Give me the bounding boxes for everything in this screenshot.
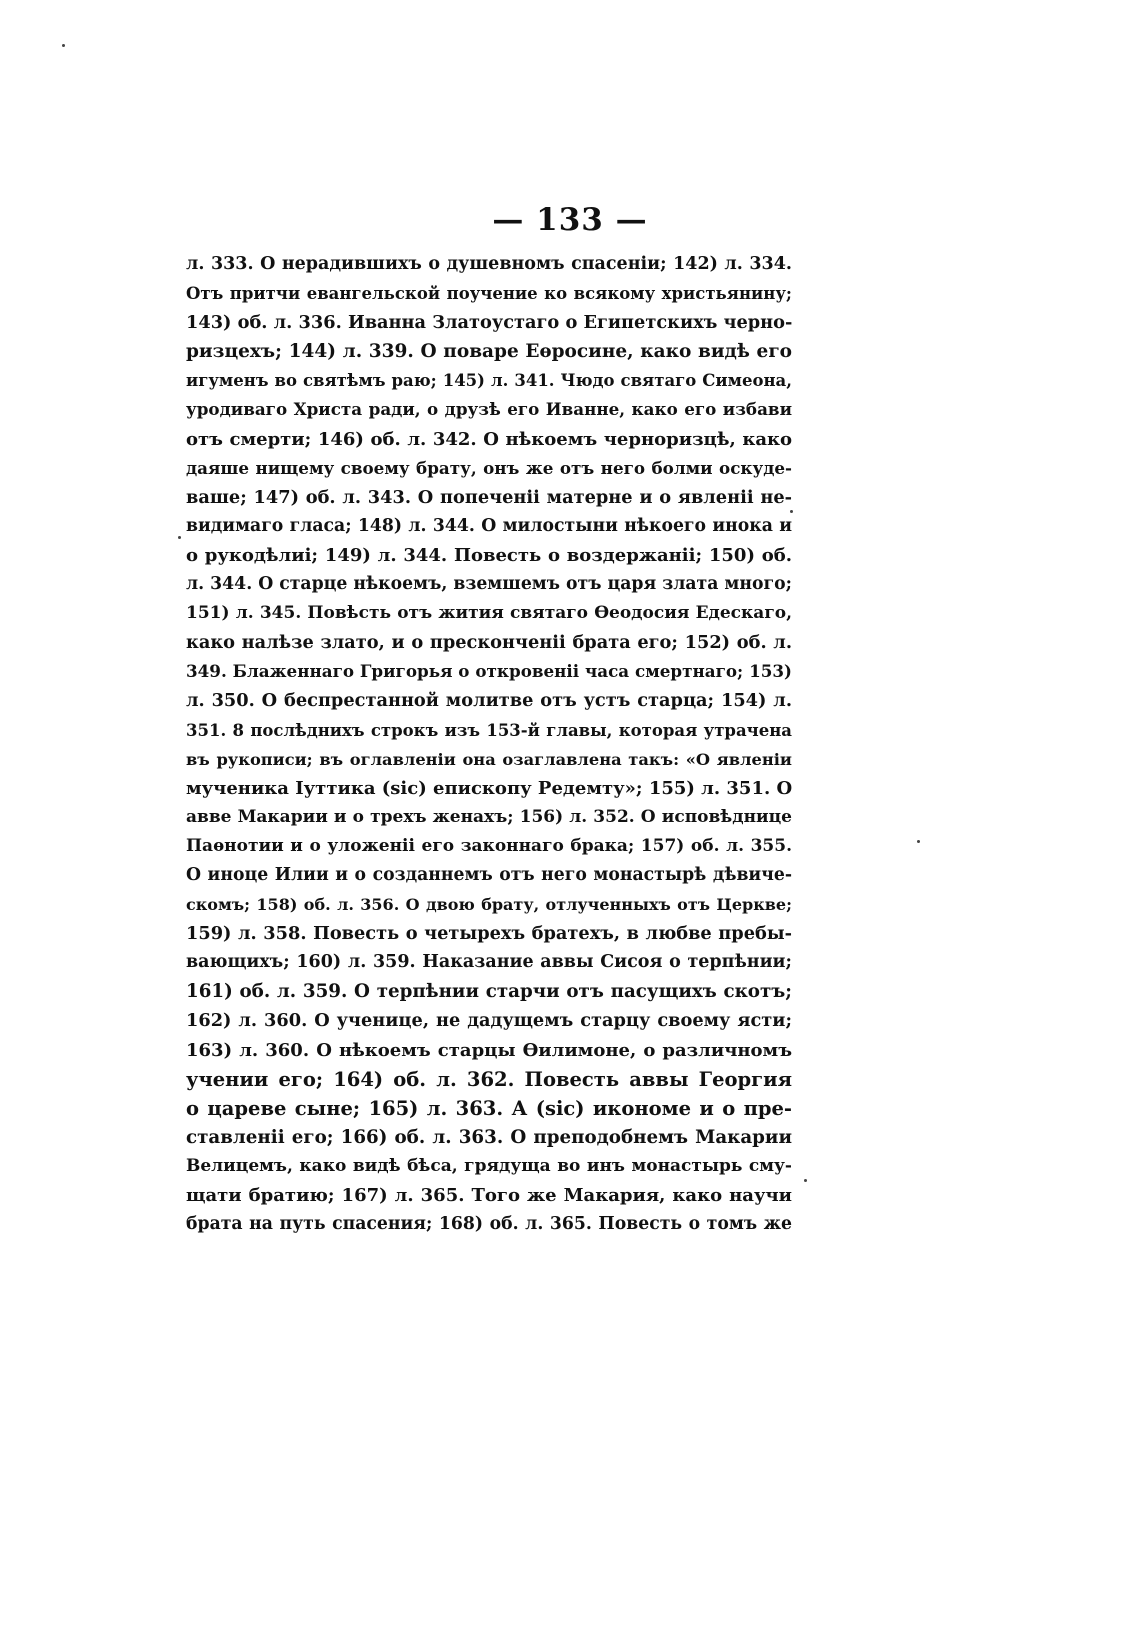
text-line: 143) об. л. 336. Иванна Златоустаго о Египетскихъ черно- [186,312,793,334]
text-line: о цареве сыне; 165) л. 363. А (sic) икономе и о пре- [186,1096,792,1120]
text-line: Велицемъ, како видѣ бѣса, грядуща во инъ монастырь сму- [186,1155,792,1176]
text-line: 349. Блаженнаго Григорья о откровеніі часа смертнаго; 153) [186,661,792,682]
text-line: о рукодѣлиі; 149) л. 344. Повесть о воздержаніі; 150) об. [186,544,792,566]
text-line: въ рукописи; въ оглавленіи она озаглавлена такъ: «О явленіи [186,749,792,769]
text-line: вающихъ; 160) л. 359. Наказание аввы Сисоя о терпѣнии; [186,952,792,973]
scan-speck [804,1179,807,1182]
text-line: 162) л. 360. О ученице, не дадущемъ старцу своему ясти; [186,1010,792,1032]
text-line: л. 344. О старце нѣкоемъ, вземшемъ отъ царя злата много; [186,574,792,595]
scan-speck [790,510,793,513]
text-line: авве Макарии и о трехъ женахъ; 156) л. 352. О исповѣднице [186,806,792,827]
scan-speck [178,536,181,539]
text-line: скомъ; 158) об. л. 356. О двою брату, отлученныхъ отъ Церкве; [186,895,792,915]
text-line: брата на путь спасения; 168) об. л. 365. Повесть о томъ же [186,1214,792,1235]
page-number: — 133 — [492,202,648,238]
text-line: л. 333. О нерадившихъ о душевномъ спасеніи; 142) л. 334. [186,254,792,274]
text-line: уродиваго Христа ради, о друзѣ его Иванне, како его избави [186,399,792,420]
scan-speck [917,840,920,843]
text-line: ризцехъ; 144) л. 339. О поваре Еѳросине, како видѣ его [186,341,792,363]
text-line: како налѣзе злато, и о пресконченіі брата его; 152) об. л. [186,632,792,654]
text-line: игуменъ во святѣмъ раю; 145) л. 341. Чюдо святаго Симеона, [186,371,792,391]
text-line: Паѳнотии и о уложеніі его законнаго брака; 157) об. л. 355. [186,835,792,856]
text-line: мученика Іуттика (sic) епископу Редемту»; 155) л. 351. О [186,777,793,799]
text-line: видимаго гласа; 148) л. 344. О милостыни нѣкоего инока и [186,515,792,536]
text-line: 161) об. л. 359. О терпѣнии старчи отъ пасущихъ скотъ; [186,981,792,1003]
text-line: ставленіі его; 166) об. л. 363. О преподобнемъ Макарии [186,1126,792,1148]
text-line: Отъ притчи евангельской поучение ко всякому христьянину; [186,284,792,304]
body-text [186,250,792,1239]
text-line: щати братию; 167) л. 365. Того же Макария, како научи [186,1185,792,1206]
text-line: 151) л. 345. Повѣсть отъ жития святаго Ѳеодосия Едескаго, [186,603,792,624]
text-line: учении его; 164) об. л. 362. Повесть аввы Георгия [186,1067,792,1091]
text-line: 159) л. 358. Повесть о четырехъ братехъ, в любве пребы- [186,923,792,945]
text-line: даяше нищему своему брату, онъ же отъ него болми оскуде- [186,457,792,478]
text-line: л. 350. О беспрестанной молитве отъ устъ старца; 154) л. [186,690,792,712]
text-line: 351. 8 послѣднихъ строкъ изъ 153-й главы, которая утрачена [186,720,792,740]
text-line: отъ смерти; 146) об. л. 342. О нѣкоемъ черноризцѣ, како [186,428,792,450]
scan-speck [62,44,65,47]
text-line: О иноце Илии и о созданнемъ отъ него монастырѣ дѣвиче- [186,864,792,885]
text-line: ваше; 147) об. л. 343. О попеченіі матерне и о явленіі не- [186,486,792,508]
text-line: 163) л. 360. О нѣкоемъ старцы Ѳилимоне, о различномъ [186,1039,792,1061]
